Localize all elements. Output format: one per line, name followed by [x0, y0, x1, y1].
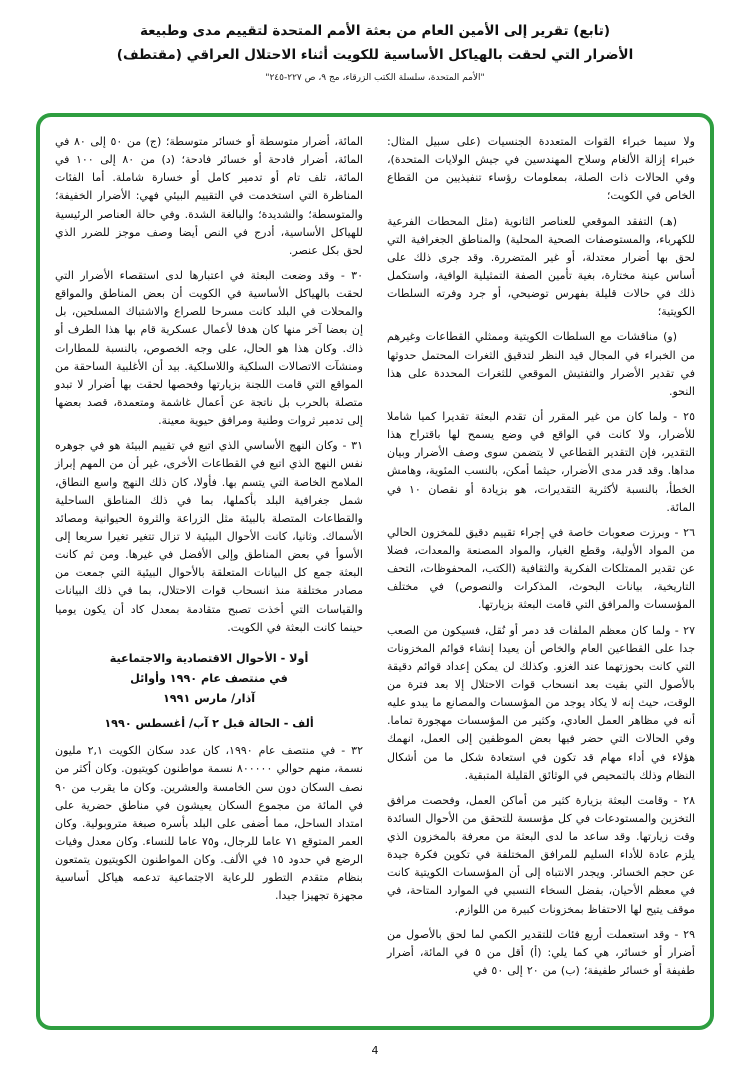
two-column-text-area: [55, 133, 695, 1018]
paragraph-29: ٢٩ - وقد استعملت أربع فئات للتقدير الكمي لما لحق بالأصول من أضرار أو خسائر، هي كما يلي: (أ) أقل من ٥ في المائة، أضرار طفيفة أو خسائر طفيفة؛ (ب) من ٢٠ إلى ٥٠ في: [387, 927, 695, 978]
paragraph-31: ٣١ - وكان النهج الأساسي الذي اتبع في تقييم البيئة هو في جوهره نفس النهج الذي اتبع في القطاعات الأخرى، غير أن من المهم إبراز الملامح الخاصة التي يتسم بها. فأولا، كان ذلك النهج واسع النطاق، شمل جغرافية البلد بأكملها، بما في ذلك المناطق الساحلية والقطاعات المتصلة بالبيئة مثل الزراعة والثروة الحيوانية ومصائد الأسماك. وثانيا، كانت الأحوال البيئية لا تزال تتغير تغيرا سريعا إلى الأسوأ في بعض المناطق وإلى الأفضل في غيرها. ومن ثم كانت البعثة جمع كل البيانات المتعلقة بالأحوال البيئية التي جمعت من مصادر مختلفة منذ انسحاب قوات الاحتلال، بما في ذلك البيانات والقياسات التي أخذت تصبح متقادمة بمعدل كاد أن يكون يوميا حينما كانت البعثة في الكويت.: [55, 439, 363, 634]
paragraph-continuation: ولا سيما خبراء القوات المتعددة الجنسيات (على سبيل المثال: خبراء إزالة الألغام وسلاح المهندسين في جيش الولايات المتحدة)، وفي الحالات ذات الصلة، بمعلومات رؤساء تنفيذيين من القطاع الخاص في الكويت؛: [387, 135, 695, 203]
paragraph-25: ٢٥ - ولما كان من غير المقرر أن تقدم البعثة تقديرا كميا شاملا للأضرار، ولا كانت في الواقع في وضع يسمح لها باقتراح هذا التقدير، فإن التقدير القطاعي لا يتضمن سوى وصف الأضرار وبيان مداها. وقد قدر مدى الأضرار، حيثما أمكن، بالنسب المئوية، وهامش الخطأ، بالنسبة لأكثرية التقديرات، هو بزيادة أو نقصان ١٠ في المائة.: [387, 409, 695, 514]
paragraph-26: ٢٦ - وبرزت صعوبات خاصة في إجراء تقييم دقيق للمخزون الحالي من المواد الأولية، وقطع الغيار، والمواد المصنعة والمعدات، فضلا عن تقدير الممتلكات الفكرية والثقافية (الكتب، المحفوظات، التحف التاريخية، بيانات البحوث، المذكرات والنصوص) في مختلف المؤسسات والمرافق التي قامت البعثة بزيارتها.: [387, 525, 695, 612]
green-border-frame: [36, 113, 714, 1030]
page-number: 4: [371, 1044, 379, 1057]
paragraph-28: ٢٨ - وقامت البعثة بزيارة كثير من أماكن العمل، وفحصت مرافق التخزين والمستودعات في كل مؤسسة للتحقق من الأحوال السائدة وقت زيارتها. وقد ساعد ما لدى البعثة من معرفة بالمخزون الذي يلزم عادة للأداء السليم للمرافق المختلفة في تكوين فكرة جيدة عن حجم الخسائر. ويجدر الانتباه إلى أن المؤسسات الكويتية كانت في معظم الأحيان، بفضل السخاء النسبي في الموارد المتاحة، في موقف يتيح لها الاحتفاظ بمخزونات كبيرة من اللوازم.: [387, 793, 695, 916]
section-heading-line2: في منتصف عام ١٩٩٠ وأوائل: [130, 671, 288, 685]
paragraph-item-ha: (هـ) التفقد الموقعي للعناصر الثانوية (مثل المحطات الفرعية للكهرباء، والمستوصفات الصحية المحلية) والمناطق الجغرافية التي لحق بها أضرار معتدلة، أو غير المتضررة. وقد جرى ذلك على أساس عينة مختارة، بغية تأمين الصفة التمثيلية الوافية، واستكمل ذلك في حالات قليلة بفهرس توضيحي، أو جرد وفرته السلطات الكويتية؛: [387, 214, 695, 319]
right-column: [387, 133, 695, 1018]
section-heading-line3: آذار/ مارس ١٩٩١: [162, 692, 256, 706]
paragraph-32: ٣٢ - في منتصف عام ١٩٩٠، كان عدد سكان الكويت ٢,١ مليون نسمة، منهم حوالي ٨٠٠٠٠٠ نسمة مواطنون كويتيون. وكان أكثر من نصف السكان دون سن الخامسة والعشرين. وكان ما يقرب من ٩٠ في المائة من مجموع السكان يعيشون في مناطق حضرية على امتداد الساحل، مما أضفى على البلد بأسره صبغة متروبولية. وكان العمر المتوقع ٧١ عاما للرجال، و٧٥ عاما للنساء. وكان معدل وفيات الرضع في حدود ١٥ في الألف. وكان المواطنون الكويتيون يتمتعون بنظام متقدم التطور للرعاية الاجتماعية تدعمه هياكل أساسية مجهزة تجهيزا جيدا.: [55, 744, 364, 903]
document-title-line1: (تابع) تقرير إلى الأمين العام من بعثة الأمم المتحدة لتقييم مدى وطبيعة: [139, 23, 611, 39]
document-citation: "الأمم المتحدة، سلسلة الكتب الزرقاء، مج ٩، ص ٢٢٧-٢٤٥": [265, 73, 485, 84]
section-heading: [55, 649, 363, 709]
paragraph-27: ٢٧ - ولما كان معظم الملفات قد دمر أو نُقل، فسيكون من الصعب جدا على القطاعين العام والخاص أن يعيدا إنشاء قوائم المخزونات التي كانت بحوزتهما عند الغزو. وكذلك لن يمكن إعداد قوائم دقيقة بالأصول التي بقيت بعد انسحاب قوات الاحتلال إلا بعد فترة من الوقت، حيث إنه لا يكاد يوجد من المؤسسات والمصانع ما يبدو عليه أنه في مظاهر العمل العادي، وكثير من المؤسسات مهجورة تماما. وفي الحالات التي حضر فيها بعض الموظفين إلى العمل، انهمك هؤلاء في أداء مهام قد تكون في استعادة شكل ما من أشكال النظام وذلك بالتمحيص في الوثائق القليلة المتبقية.: [387, 623, 695, 782]
section-heading-line1: أولا - الأحوال الاقتصادية والاجتماعية: [109, 651, 309, 665]
document-title-line2: الأضرار التي لحقت بالهياكل الأساسية للكويت أثناء الاحتلال العراقي (مقتطف): [116, 46, 634, 63]
paragraph-29-continuation: المائة، أضرار متوسطة أو خسائر متوسطة؛ (ج) من ٥٠ إلى ٨٠ في المائة، أضرار فادحة أو خسائر فادحة؛ (د) من ٨٠ إلى ١٠٠ في المائة، تلف تام أو تدمير كامل أو خسارة شاملة. أما الفئات المناظرة التي استخدمت في التقييم البيئي فهي: الأضرار الخفيفة؛ والمتوسطة؛ والشديدة؛ والبالغة الشدة. وفي حالة العناصر الرئيسية للهياكل الأساسية، أدرج في النص أيضا وصف موجز للضرر الذي لحق بكل عنصر.: [55, 135, 363, 257]
subsection-heading: ألف - الحالة قبل ٢ آب/ أغسطس ١٩٩٠: [104, 717, 314, 731]
paragraph-30: ٣٠ - وقد وضعت البعثة في اعتبارها لدى استقصاء الأضرار التي لحقت بالهياكل الأساسية في الكويت أن بعض المناطق والمواقع والمحلات في البلد كانت مسرحا للصراع والاشتباك المسلحين، بل إن بعضا آخر منها كان هدفا لأعمال عسكرية قام بها هذا الطرف أو ذاك. وكان هذا هو الحال، على وجه الخصوص، بالنسبة للمطارات ومنشآت الاتصالات السلكية واللاسلكية. بيد أن الأغلبية الساحقة من المواقع التي قامت اللجنة بزيارتها وفحصها لحقت بها أضرار لا تبدو متصلة بالحرب بل ناتجة عن أعمال غاشمة ومتعمدة، قصد بعضها إلى تدمير ثروات وطنية ومرافق حيوية معينة.: [55, 268, 363, 428]
document-header: [0, 0, 750, 83]
left-column: [55, 133, 363, 1018]
paragraph-item-waw: (و) مناقشات مع السلطات الكويتية وممثلي القطاعات وغيرهم من الخبراء في المجال قيد النظر لتدقيق الثغرات المحتمل حدوثها في تقدير الأضرار والتفتيش الموقعي للثغرات المحددة على هذا النحو.: [387, 330, 695, 398]
